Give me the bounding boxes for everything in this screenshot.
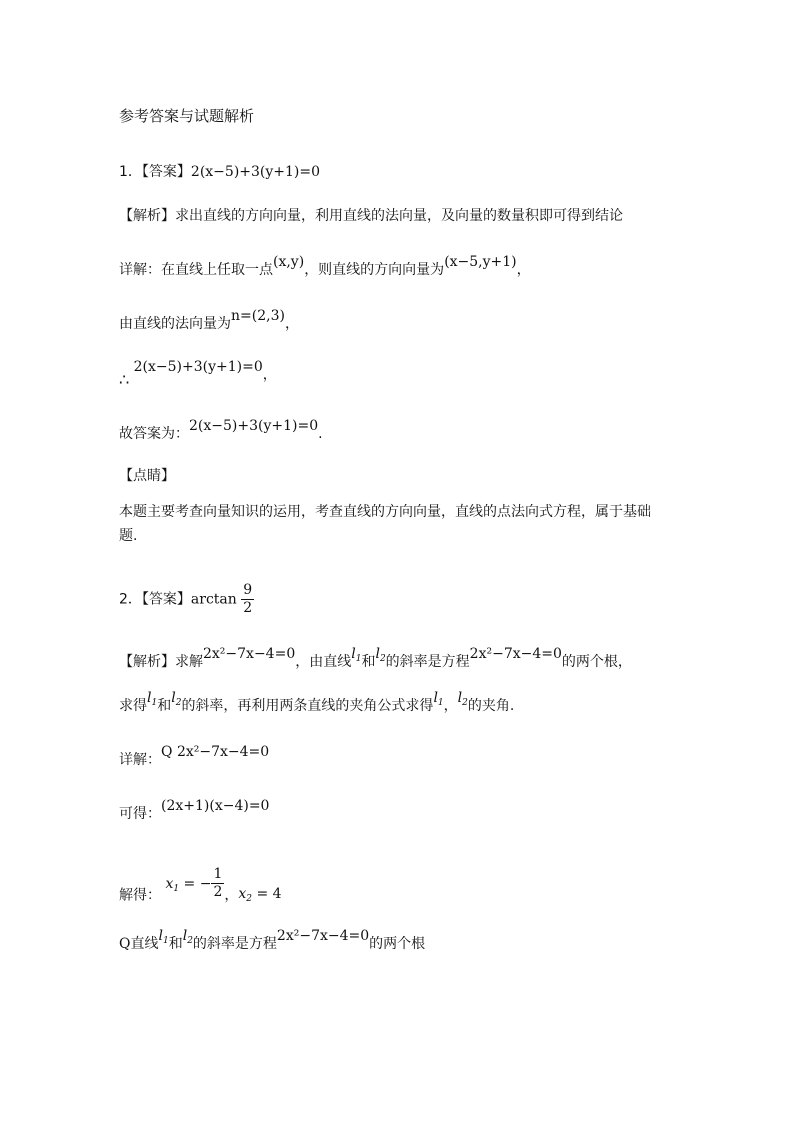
q2-answer-fraction xyxy=(241,582,254,617)
q1-detail-line xyxy=(119,254,531,280)
line-l2: $l_2$ xyxy=(375,646,386,664)
q1-eq-end: ， xyxy=(262,367,277,383)
q1-normal-line xyxy=(119,308,299,334)
root-x2: $x_2$ xyxy=(238,885,253,904)
q2-a2-comma: ， xyxy=(443,698,458,714)
root-x1-fraction xyxy=(211,866,224,901)
q1-detail-mid: ，则直线的方向向量为 xyxy=(304,262,445,278)
line-l2: $l_2$ xyxy=(457,690,468,708)
q1-comment-label: 【点睛】 xyxy=(119,468,175,484)
q1-detail-prefix: 详解：在直线上任取一点 xyxy=(119,262,273,278)
q1-number: 1 xyxy=(119,164,128,180)
q2-last-quadratic: 2x²−7x−4=0 xyxy=(276,928,370,944)
q2-a2-prefix: 求得 xyxy=(119,698,147,714)
fraction-denominator: 2 xyxy=(213,884,223,900)
q2-detail-quadratic: 2x²−7x−4=0 xyxy=(176,744,270,760)
line-l2: $l_2$ xyxy=(182,928,193,946)
q1-answer-expr: 2(x−5)+3(y+1)=0 xyxy=(190,164,321,180)
q2-last-prefix: 直线 xyxy=(130,936,159,952)
q1-therefore-line xyxy=(119,359,277,389)
q2-solve-line: 解得： $x_1$ = − $\frac{1}{2}$ ，$x_2 = 4$ xyxy=(119,866,282,904)
q2-and: 和 xyxy=(361,654,376,670)
q1-answer-label: 【答案】 xyxy=(141,164,191,180)
q2-a2-mid: 的斜率，再利用两条直线的夹角公式求得 xyxy=(181,698,434,714)
q2-last-end: 的两个根 xyxy=(369,936,426,952)
q2-quadratic: 2x²−7x−4=0 xyxy=(203,646,296,662)
q2-solve-label: 解得： xyxy=(119,887,161,904)
fraction-numerator: 1 xyxy=(213,866,223,882)
line-l1: $l_1$ xyxy=(158,928,169,946)
q2-answer-label: 【答案】 xyxy=(141,591,191,608)
q2-and: 和 xyxy=(157,698,172,714)
q2-analysis-line2 xyxy=(119,690,515,721)
line-l2: $l_2$ xyxy=(171,690,182,708)
because-symbol: Q xyxy=(119,936,131,952)
q2-factored-equation: (2x+1)(x−4)=0 xyxy=(161,798,270,814)
q1-normal-end: ， xyxy=(284,316,299,332)
fraction-numerator: 9 xyxy=(243,582,253,598)
q2-a1-end: 的两个根， xyxy=(561,654,632,670)
line-l1: $l_1$ xyxy=(351,646,362,664)
q1-detail-end: ， xyxy=(516,262,531,278)
q2-a2-end: 的夹角. xyxy=(467,698,515,714)
q1-equation: 2(x−5)+3(y+1)=0 xyxy=(133,359,263,375)
q1-final-line xyxy=(119,418,323,444)
q1-final-end: . xyxy=(318,426,323,442)
q2-detail-label: 详解： xyxy=(119,752,161,768)
q2-and: 和 xyxy=(168,936,183,952)
q1-answer-line: 1．【答案】2(x−5)+3(y+1)=0 xyxy=(119,164,321,180)
q1-normal-prefix: 由直线的法向量为 xyxy=(119,316,231,332)
document-title: 参考答案与试题解析 xyxy=(119,107,255,125)
q2-answer-line: 2．【答案】arctan $\frac{9}{2}$ xyxy=(119,582,253,616)
q2-factored-line xyxy=(119,798,270,824)
q1-final-prefix: 故答案为： xyxy=(119,426,189,442)
q2-quadratic-2: 2x²−7x−4=0 xyxy=(469,646,562,662)
q2-analysis-line1 xyxy=(119,646,632,677)
q2-last-mid: 的斜率是方程 xyxy=(192,936,277,952)
fraction-denominator: 2 xyxy=(243,600,253,616)
line-l1: $l_1$ xyxy=(433,690,444,708)
q1-point: (x,y) xyxy=(273,254,305,270)
line-l1: $l_1$ xyxy=(147,690,158,708)
q2-number: 2 xyxy=(119,591,128,608)
q2-get-label: 可得： xyxy=(119,806,161,822)
therefore-symbol: ∴ xyxy=(119,370,130,389)
root-x2-value: 4 xyxy=(272,885,282,902)
q1-final-equation: 2(x−5)+3(y+1)=0 xyxy=(189,418,319,434)
q2-a1-prefix: 求解 xyxy=(175,654,203,670)
root-x1: $x_1$ xyxy=(165,875,180,894)
because-symbol: Q xyxy=(161,744,173,760)
q2-arctan: arctan xyxy=(190,591,237,608)
q1-analysis-text: 求出直线的方向向量，利用直线的法向量，及向量的数量积即可得到结论 xyxy=(175,208,623,224)
q2-detail-line xyxy=(119,744,270,770)
q1-comment-line1: 本题主要考查向量知识的运用，考查直线的方向向量，直线的点法向式方程，属于基础 xyxy=(119,504,651,520)
q1-direction-vector: (x−5,y+1) xyxy=(444,254,517,270)
q2-analysis-label: 【解析】 xyxy=(119,654,175,670)
q1-normal-vector: n=(2,3) xyxy=(231,308,285,324)
q2-last-line xyxy=(119,928,426,959)
q2-a1-mid2: 的斜率是方程 xyxy=(385,654,470,670)
q1-comment-line2: 题. xyxy=(119,528,138,544)
q1-analysis-line xyxy=(119,206,623,226)
q2-a1-mid1: ，由直线 xyxy=(295,654,352,670)
q1-analysis-label: 【解析】 xyxy=(119,208,175,224)
